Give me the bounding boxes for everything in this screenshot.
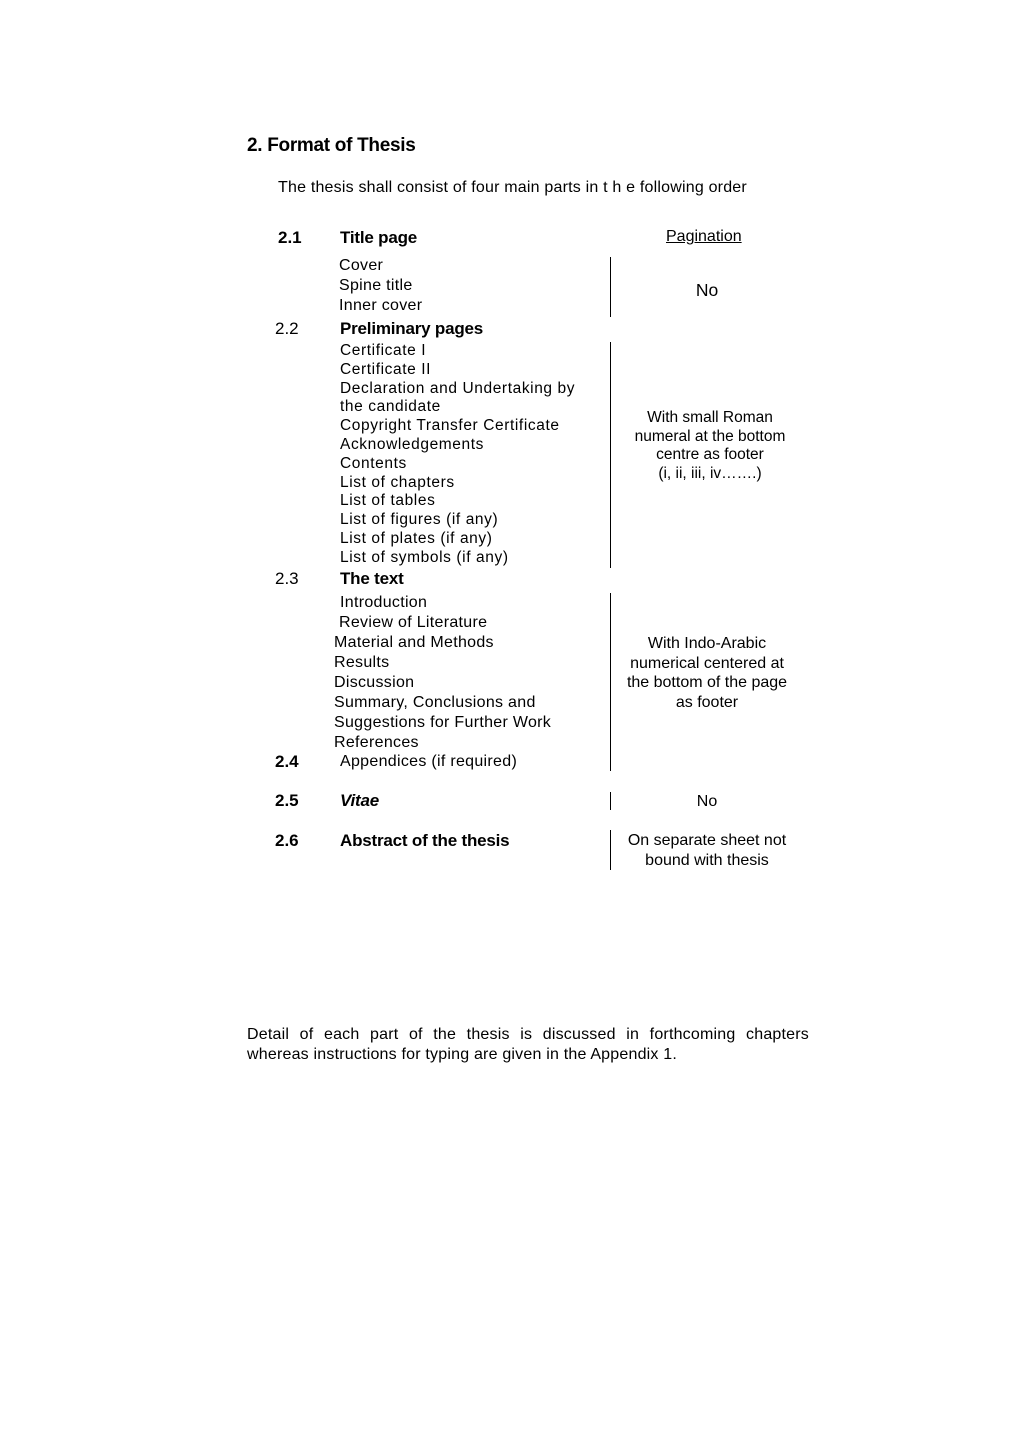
list-item: Discussion: [334, 674, 415, 691]
intro-text: The thesis shall consist of four main parts in t h e following order: [278, 179, 747, 196]
title-page-items: [339, 256, 422, 316]
list-item: Introduction: [340, 594, 428, 611]
list-item: Acknowledgements: [340, 435, 485, 453]
column-divider: [610, 342, 611, 568]
section-title-the-text: The text: [340, 569, 404, 588]
section-title-abstract: Abstract of the thesis: [340, 831, 510, 850]
pagination-vitae: No: [696, 793, 718, 810]
section-number-2-5: 2.5: [275, 791, 299, 810]
pagination-abstract: On separate sheet not bound with thesis: [627, 832, 787, 869]
section-number-2-1: 2.1: [278, 228, 302, 247]
column-divider: [610, 257, 611, 317]
column-divider: [610, 593, 611, 771]
pagination-preliminary-pages: With small Roman numeral at the bottom centre as footer (i, ii, iii, iv…….): [634, 409, 786, 482]
list-item: Inner cover: [339, 297, 423, 314]
column-divider: [610, 792, 611, 810]
list-item: List of plates (if any): [340, 529, 493, 547]
section-number-2-6: 2.6: [275, 831, 299, 850]
list-item: Declaration and Undertaking by: [340, 379, 576, 397]
list-item: References: [334, 734, 419, 751]
section-number-2-4: 2.4: [275, 752, 299, 771]
list-item: List of chapters: [340, 473, 455, 491]
list-item: the candidate: [340, 398, 441, 416]
footer-paragraph: Detail of each part of the thesis is discussed in forthcoming chapters whereas instructions for typing are given in the Appendix 1.: [247, 1026, 809, 1063]
section-title-vitae: Vitae: [340, 791, 380, 810]
list-item: Copyright Transfer Certificate: [340, 417, 560, 435]
list-item: List of symbols (if any): [340, 548, 509, 566]
pagination-title-page: No: [695, 280, 719, 300]
section-title-title-page: Title page: [340, 228, 418, 247]
the-text-items: [334, 633, 551, 753]
list-item: List of tables: [340, 492, 436, 510]
list-item: Spine title: [339, 277, 413, 294]
list-item: Contents: [340, 454, 407, 472]
column-divider: [610, 830, 611, 870]
section-number-2-2: 2.2: [275, 319, 299, 338]
section-number-2-3: 2.3: [275, 569, 299, 588]
list-item: Suggestions for Further Work: [334, 714, 552, 731]
list-item: Results: [334, 654, 390, 671]
section-title-preliminary-pages: Preliminary pages: [340, 319, 484, 338]
list-item: Cover: [339, 257, 384, 274]
list-item: Summary, Conclusions and: [334, 694, 536, 711]
pagination-the-text: With Indo-Arabic numerical centered at the bottom of the page as footer: [626, 635, 788, 712]
preliminary-pages-items: [340, 342, 575, 568]
section-title-appendices: Appendices (if required): [340, 753, 518, 770]
list-item: Certificate II: [340, 360, 432, 378]
list-item: List of figures (if any): [340, 511, 499, 529]
list-item: Material and Methods: [334, 634, 494, 651]
page-title: 2. Format of Thesis: [247, 135, 416, 156]
list-item: Certificate I: [340, 342, 427, 359]
pagination-header: Pagination: [666, 228, 742, 245]
list-item: Review of Literature: [339, 614, 488, 631]
